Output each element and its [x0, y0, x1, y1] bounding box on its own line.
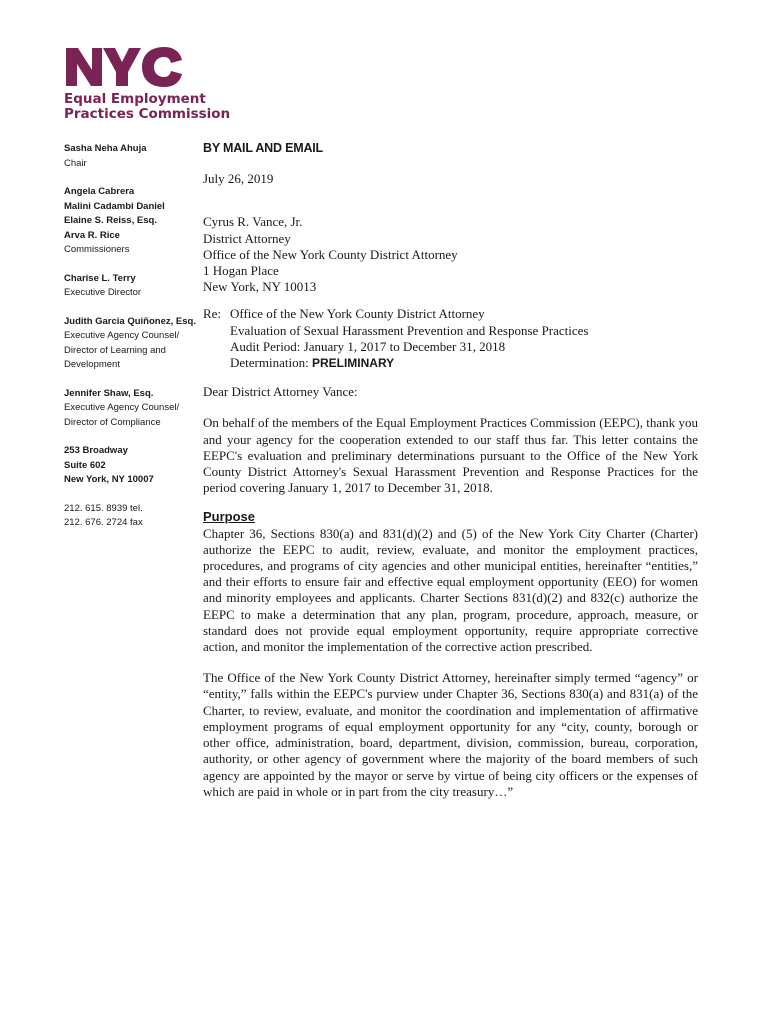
address-line: Suite 602	[64, 459, 106, 471]
recipient-line: Cyrus R. Vance, Jr.	[203, 214, 303, 230]
chair-name: Sasha Neha Ahuja	[64, 143, 147, 154]
counsel-role-line: Director of Learning and	[64, 344, 166, 356]
recipient-line: Office of the New York County District Attorney	[203, 246, 458, 262]
subject-line: Audit Period: January 1, 2017 to December 31, 2018	[230, 338, 506, 354]
salutation: Dear District Attorney Vance:	[203, 384, 358, 400]
commissioner-name: Malini Cadambi Daniel	[64, 200, 165, 212]
address-line: 253 Broadway	[64, 445, 128, 456]
determination-label: Determination:	[230, 355, 312, 371]
subject-determination	[230, 355, 589, 371]
determination-value: PRELIMINARY	[311, 356, 395, 371]
agency-name-line2: Practices Commission	[64, 106, 231, 122]
counsel-name: Jennifer Shaw, Esq.	[64, 387, 154, 399]
purpose-paragraph: Chapter 36, Sections 830(a) and 831(d)(2) and (5) of the New York City Charter (Charter) authorize the EEPC to audit, review, evaluate, and monitor the employment practices, procedures, and programs of city agencies and other municipal entities, hereinafter “entities,” and their efforts to ensure fair and effective equal employment opportunity (EEO) for women and minority employees and applicants. Charter Sections 831(d)(2) and 832(c) authorize the EEPC to make a determination that any plan, program, procedure, approach, measure, or standard does not provide equal employment opportunity, require appropriate corrective action, and monitor the implementation of the corrective action prescribed.	[203, 525, 698, 655]
counsel-role-line: Executive Agency Counsel/	[64, 330, 180, 341]
commissioners-role: Commissioners	[64, 244, 130, 255]
nyc-logo	[64, 46, 184, 88]
counsel-role-line: Development	[64, 359, 120, 370]
purpose-paragraph: The Office of the New York County District Attorney, hereinafter simply termed “agency” or “entity,” falls within the EEPC's purview under Chapter 36, Sections 830(a) and 831(a) of the Charter, to review, evaluate, and monitor the coordination and implementation of affirmative employment programs of equal employment opportunity for any “city, county, borough or other office, administration, board, department, division, commission, bureau, corporation, authority, or other agency of government where the majority of the board members of such agency are appointed by the mayor or serve by virtue of being city officers or the expenses of which are paid in whole or in part from the city treasury…”	[203, 670, 698, 799]
recipient-address	[203, 214, 698, 295]
subject-line: Office of the New York County District Attorney	[230, 306, 485, 322]
counsel-role-line: Director of Compliance	[64, 416, 161, 428]
subject-line: Evaluation of Sexual Harassment Prevention and Response Practices	[230, 322, 589, 338]
letterhead-sidebar	[64, 142, 199, 531]
chair-role: Chair	[64, 157, 87, 169]
counsel-role-line: Executive Agency Counsel/	[64, 402, 180, 413]
recipient-line: 1 Hogan Place	[203, 263, 279, 279]
executive-director-name: Charise L. Terry	[64, 272, 136, 284]
fax: 212. 676. 2724 fax	[64, 517, 143, 528]
nyc-logo-graphic	[64, 46, 184, 88]
delivery-method: BY MAIL AND EMAIL	[203, 141, 323, 155]
recipient-line: New York, NY 10013	[203, 279, 317, 295]
commissioner-name: Angela Cabrera	[64, 186, 135, 197]
letter-date: July 26, 2019	[203, 171, 274, 187]
intro-paragraph: On behalf of the members of the Equal Employment Practices Commission (EEPC), thank you and your agency for the cooperation extended to our staff thus far. This letter contains the EEPC's evaluation and preliminary determinations pursuant to the Office of the New York County District Attorney's Sexual Harassment Prevention and Response Practices for the period covering January 1, 2017 to December 31, 2018.	[203, 415, 698, 496]
purpose-heading: Purpose	[203, 509, 256, 525]
executive-director-role: Executive Director	[64, 287, 142, 298]
recipient-line: District Attorney	[203, 230, 291, 246]
counsel-name: Judith Garcia Quiñonez, Esq.	[64, 315, 196, 327]
address-line: New York, NY 10007	[64, 474, 154, 485]
agency-name-line1: Equal Employment	[64, 91, 206, 107]
letter-body	[203, 140, 698, 800]
subject-label: Re:	[203, 306, 222, 322]
agency-name	[64, 92, 264, 122]
telephone: 212. 615. 8939 tel.	[64, 502, 143, 514]
commissioner-name: Arva R. Rice	[64, 229, 120, 241]
commissioner-name: Elaine S. Reiss, Esq.	[64, 215, 157, 226]
subject-block	[203, 306, 698, 371]
